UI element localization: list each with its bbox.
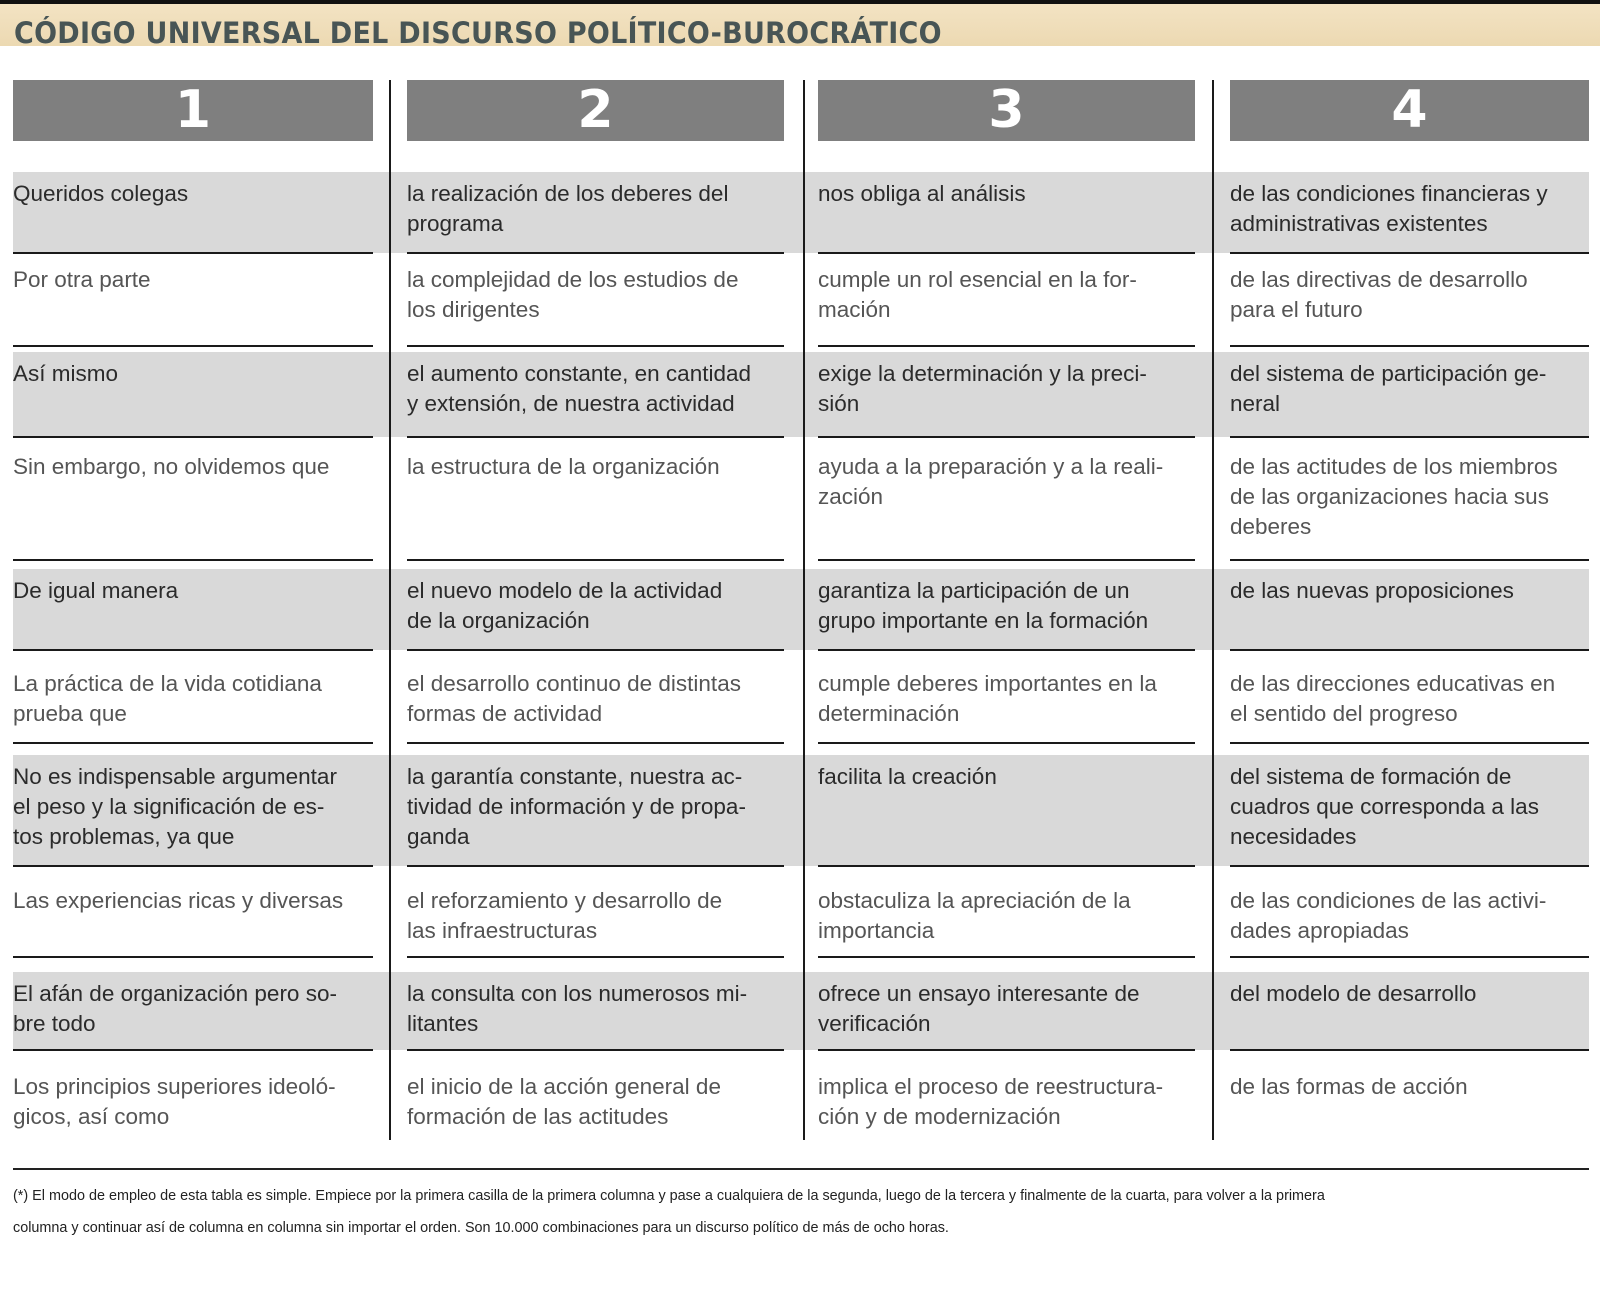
table-row — [0, 569, 1600, 650]
table-row — [0, 662, 1600, 743]
table-cell-col-1 — [13, 352, 373, 437]
footnote-line-2: columna y continuar así de columna en columna sin importar el orden. Son 10.000 combinaciones para un discurso político de más de ocho horas. — [13, 1220, 949, 1236]
footnote — [13, 1180, 1593, 1244]
cell-text: garantiza la participación de un grupo importante en la formación — [818, 578, 1149, 633]
cell-text: Sin embargo, no olvidemos que — [13, 454, 330, 479]
column-header-3: 3 — [818, 80, 1195, 141]
table-cell-col-1 — [13, 1065, 373, 1140]
cell-text: facilita la creación — [818, 764, 997, 789]
cell-rule — [13, 559, 373, 561]
cell-rule — [13, 252, 373, 254]
cell-rule — [407, 345, 784, 347]
cell-text: Las experiencias ricas y diversas — [13, 888, 344, 913]
cell-rule — [13, 865, 373, 867]
table-cell-col-4 — [1230, 879, 1589, 957]
cell-rule — [818, 865, 1195, 867]
cell-text: la complejidad de los estudios de los dirigentes — [407, 267, 739, 322]
cell-text: La práctica de la vida cotidiana prueba que — [13, 671, 322, 726]
cell-text: implica el proceso de reestructura- ción y de modernización — [818, 1074, 1164, 1129]
table-cell-col-2 — [407, 172, 784, 253]
cell-text: de las directivas de desarrollo para el futuro — [1230, 267, 1528, 322]
cell-text: El afán de organización pero so- bre todo — [13, 981, 337, 1036]
cell-rule — [1230, 252, 1589, 254]
cell-rule — [818, 742, 1195, 744]
cell-rule — [1230, 345, 1589, 347]
cell-text: obstaculiza la apreciación de la importancia — [818, 888, 1131, 943]
table-cell-col-4 — [1230, 1065, 1589, 1140]
cell-rule — [818, 345, 1195, 347]
cell-text: la estructura de la organización — [407, 454, 720, 479]
footnote-line-1: (*) El modo de empleo de esta tabla es simple. Empiece por la primera casilla de la primera columna y pase a cualquiera de la segunda, luego de la tercera y finalmente de la cuarta, para volver a la primera — [13, 1188, 1325, 1204]
cell-text: el desarrollo continuo de distintas formas de actividad — [407, 671, 741, 726]
cell-rule — [818, 1049, 1195, 1051]
table-cell-col-3 — [818, 1065, 1195, 1140]
table-row — [0, 972, 1600, 1050]
table-cell-col-2 — [407, 879, 784, 957]
table-cell-col-3 — [818, 755, 1195, 866]
cell-rule — [407, 436, 784, 438]
column-header-4: 4 — [1230, 80, 1589, 141]
cell-text: el reforzamiento y desarrollo de las infraestructuras — [407, 888, 723, 943]
cell-text: Queridos colegas — [13, 181, 189, 206]
cell-text: de las formas de acción — [1230, 1074, 1468, 1099]
table-row — [0, 879, 1600, 957]
cell-text: de las direcciones educativas en el sentido del progreso — [1230, 671, 1556, 726]
table-cell-col-4 — [1230, 569, 1589, 650]
cell-rule — [1230, 956, 1589, 958]
table-cell-col-1 — [13, 879, 373, 957]
table-cell-col-3 — [818, 972, 1195, 1050]
column-separator — [803, 80, 805, 1140]
table-cell-col-2 — [407, 569, 784, 650]
table-row — [0, 445, 1600, 560]
discourse-table — [0, 80, 1600, 1140]
table-cell-col-4 — [1230, 352, 1589, 437]
table-cell-col-4 — [1230, 445, 1589, 560]
cell-rule — [818, 252, 1195, 254]
cell-text: No es indispensable argumentar el peso y la significación de es- tos problemas, ya que — [13, 764, 337, 849]
table-cell-col-2 — [407, 258, 784, 346]
cell-rule — [1230, 436, 1589, 438]
cell-rule — [407, 865, 784, 867]
table-cell-col-1 — [13, 172, 373, 253]
column-header-2: 2 — [407, 80, 784, 141]
table-cell-col-3 — [818, 352, 1195, 437]
cell-text: Por otra parte — [13, 267, 151, 292]
cell-text: el inicio de la acción general de formación de las actitudes — [407, 1074, 721, 1129]
page-title: CÓDIGO UNIVERSAL DEL DISCURSO POLÍTICO-BUROCRÁTICO — [14, 16, 942, 50]
cell-text: del modelo de desarrollo — [1230, 981, 1477, 1006]
cell-rule — [13, 742, 373, 744]
cell-text: del sistema de participación ge- neral — [1230, 361, 1547, 416]
cell-rule — [818, 956, 1195, 958]
cell-text: el aumento constante, en cantidad y extensión, de nuestra actividad — [407, 361, 751, 416]
cell-text: cumple deberes importantes en la determinación — [818, 671, 1157, 726]
table-cell-col-4 — [1230, 172, 1589, 253]
cell-text: ofrece un ensayo interesante de verificación — [818, 981, 1140, 1036]
title-band — [0, 4, 1600, 50]
table-cell-col-3 — [818, 569, 1195, 650]
cell-rule — [407, 956, 784, 958]
table-cell-col-3 — [818, 258, 1195, 346]
table-cell-col-1 — [13, 972, 373, 1050]
cell-rule — [1230, 1049, 1589, 1051]
table-cell-col-3 — [818, 445, 1195, 560]
cell-text: ayuda a la preparación y a la reali- zación — [818, 454, 1164, 509]
cell-text: la realización de los deberes del programa — [407, 181, 729, 236]
table-cell-col-2 — [407, 1065, 784, 1140]
cell-rule — [818, 559, 1195, 561]
table-cell-col-2 — [407, 445, 784, 560]
cell-text: nos obliga al análisis — [818, 181, 1026, 206]
table-cell-col-4 — [1230, 662, 1589, 743]
cell-rule — [13, 1049, 373, 1051]
table-row — [0, 1065, 1600, 1140]
table-row — [0, 172, 1600, 253]
cell-rule — [13, 436, 373, 438]
table-row — [0, 755, 1600, 866]
cell-text: de las nuevas proposiciones — [1230, 578, 1514, 603]
column-separator — [389, 80, 391, 1140]
table-cell-col-4 — [1230, 972, 1589, 1050]
table-row — [0, 352, 1600, 437]
cell-rule — [1230, 742, 1589, 744]
cell-text: Así mismo — [13, 361, 119, 386]
cell-text: la consulta con los numerosos mi- litantes — [407, 981, 748, 1036]
table-cell-col-4 — [1230, 258, 1589, 346]
cell-rule — [407, 649, 784, 651]
table-cell-col-2 — [407, 352, 784, 437]
cell-rule — [407, 559, 784, 561]
cell-rule — [13, 956, 373, 958]
cell-rule — [1230, 865, 1589, 867]
cell-rule — [407, 1049, 784, 1051]
cell-text: Los principios superiores ideoló- gicos, así como — [13, 1074, 336, 1129]
cell-rule — [13, 345, 373, 347]
table-cell-col-1 — [13, 569, 373, 650]
table-cell-col-2 — [407, 972, 784, 1050]
table-cell-col-1 — [13, 662, 373, 743]
cell-rule — [407, 252, 784, 254]
column-header-1: 1 — [13, 80, 373, 141]
table-cell-col-3 — [818, 172, 1195, 253]
table-cell-col-1 — [13, 445, 373, 560]
table-cell-col-2 — [407, 662, 784, 743]
table-cell-col-1 — [13, 755, 373, 866]
cell-text: exige la determinación y la preci- sión — [818, 361, 1147, 416]
cell-rule — [1230, 649, 1589, 651]
footnote-rule — [13, 1168, 1589, 1170]
table-cell-col-1 — [13, 258, 373, 346]
table-cell-col-2 — [407, 755, 784, 866]
cell-rule — [13, 649, 373, 651]
cell-text: del sistema de formación de cuadros que corresponda a las necesidades — [1230, 764, 1539, 849]
cell-rule — [818, 436, 1195, 438]
table-cell-col-4 — [1230, 755, 1589, 866]
cell-text: la garantía constante, nuestra ac- tividad de información y de propa- ganda — [407, 764, 746, 849]
cell-rule — [818, 649, 1195, 651]
cell-text: el nuevo modelo de la actividad de la organización — [407, 578, 723, 633]
cell-rule — [407, 742, 784, 744]
cell-text: cumple un rol esencial en la for- mación — [818, 267, 1137, 322]
table-cell-col-3 — [818, 879, 1195, 957]
cell-text: de las actitudes de los miembros de las organizaciones hacia sus deberes — [1230, 454, 1558, 539]
table-cell-col-3 — [818, 662, 1195, 743]
column-separator — [1212, 80, 1214, 1140]
cell-text: de las condiciones financieras y administrativas existentes — [1230, 181, 1548, 236]
table-row — [0, 258, 1600, 346]
cell-text: De igual manera — [13, 578, 179, 603]
cell-text: de las condiciones de las activi- dades apropiadas — [1230, 888, 1547, 943]
cell-rule — [1230, 559, 1589, 561]
